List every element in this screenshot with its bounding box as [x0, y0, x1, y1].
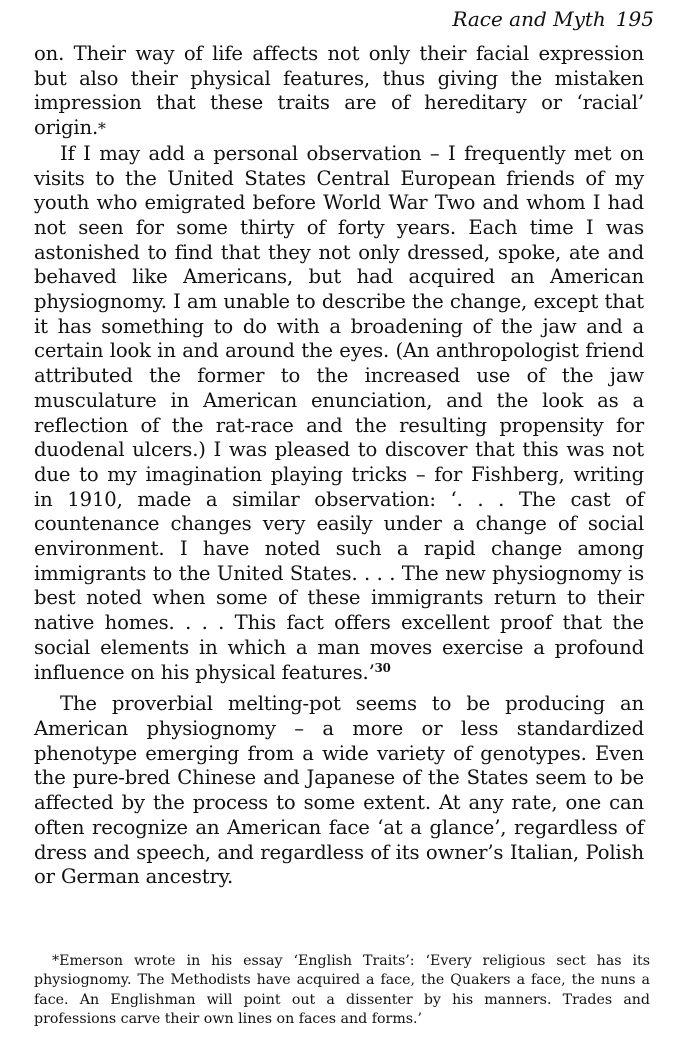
- footnote: [34, 952, 650, 1029]
- footnote-reference-marker: *: [98, 119, 106, 139]
- footnote-text: Emerson wrote in his essay ‘English Traits’: ‘Every religious sect has its physiognomy. The Methodists have acquired a face, the Quakers a face, the nuns a face. An Englishman will point out a dissenter by his manners. Trades and professions carve their own lines on faces and forms.’: [34, 953, 650, 1027]
- running-title: Race and Myth: [452, 7, 606, 31]
- paragraph-2: [34, 142, 644, 685]
- paragraph-2-text: If I may add a personal observation – I frequently met on visits to the United States Central European friends of my youth who emigrated before World War Two and whom I had not seen for some thirty of forty years. Each time I was astonished to find that they not only dressed, spoke, ate and behaved like Americans, but had acquired an American physiognomy. I am unable to describe the change, except that it has something to do with a broadening of the jaw and a certain look in and around the eyes. (An anthropologist friend attributed the former to the increased use of the jaw musculature in American enunciation, and the look as a reflection of the rat-race and the resulting propensity for duodenal ulcers.) I was pleased to discover that this was not due to my imagination playing tricks – for Fishberg, writing in 1910, made a similar observation: ‘. . . The cast of countenance changes very easily under a change of social environment. I have noted such a rapid change among immigrants to the United States. . . . The new physiognomy is best noted when some of these immigrants return to their native homes. . . . This fact offers excellent proof that the social elements in which a man moves exercise a profound influence on his physical features.’: [34, 141, 644, 684]
- paragraph-3-text: The proverbial melting-pot seems to be producing an American physiognomy – a more or less standardized phenotype emerging from a wide variety of genotypes. Even the pure-bred Chinese and Japanese of the States seem to be affected by the process to some extent. At any rate, one can often recognize an American face ‘at a glance’, regardless of dress and speech, and regardless of its owner’s Italian, Polish or German ancestry.: [34, 692, 644, 889]
- paragraph-1-text: on. Their way of life affects not only their facial expression but also their physical features, thus giving the mistaken impression that these traits are of hereditary or ‘racial’ origin.: [34, 42, 644, 140]
- page-number: 195: [615, 7, 654, 31]
- footnote-marker: *: [52, 953, 60, 969]
- paragraph-1: [34, 42, 644, 142]
- paragraph-3: [34, 692, 644, 890]
- citation-number: 30: [374, 660, 391, 675]
- running-head: [452, 6, 654, 32]
- body-text: [34, 42, 644, 890]
